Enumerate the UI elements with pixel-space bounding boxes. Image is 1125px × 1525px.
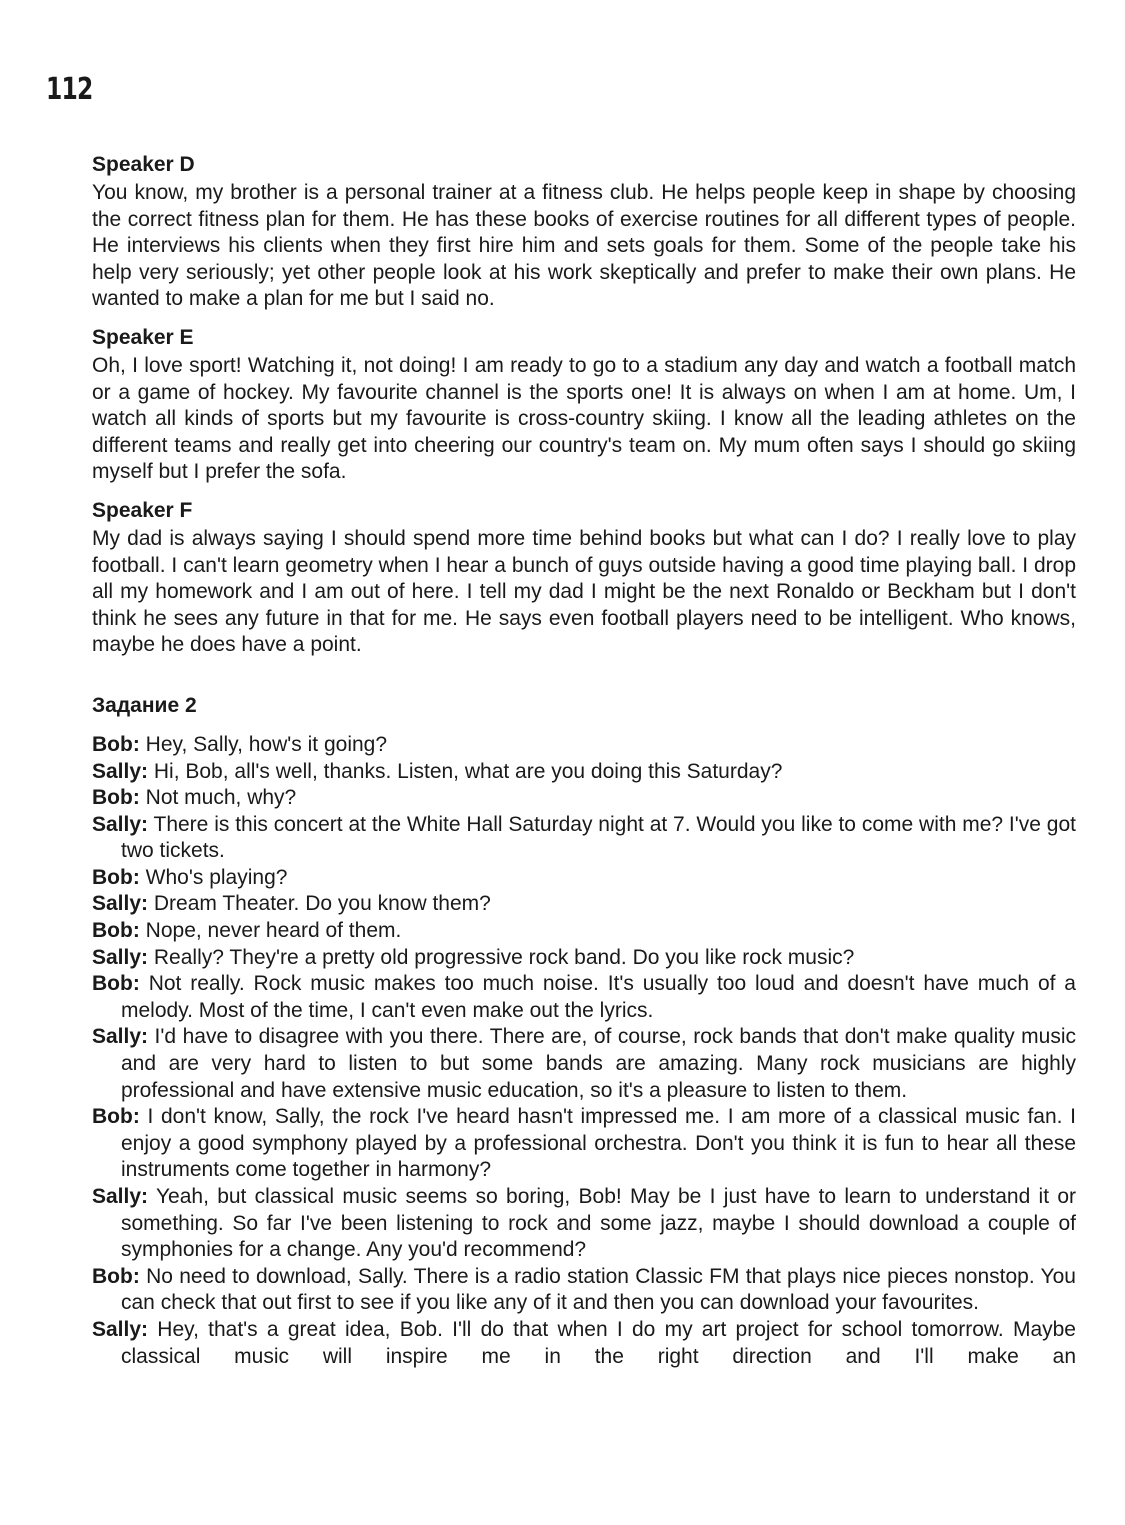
speaker-f-section <box>92 498 1076 659</box>
dialogue-line <box>92 1184 1076 1264</box>
speaker-label: Bob: <box>92 786 140 810</box>
speaker-label: Sally: <box>92 812 149 836</box>
page-number: 112 <box>46 72 93 107</box>
speaker-label: Sally: <box>92 1025 149 1049</box>
dialogue-line <box>92 785 1076 812</box>
dialogue-line <box>92 1104 1076 1184</box>
dialogue-text: Not much, why? <box>145 786 297 810</box>
speaker-label: Bob: <box>92 972 140 996</box>
dialogue-text: Hey, that's a great idea, Bob. I'll do that when I do my art project for school tomorrow. Maybe classical music will inspire me in the right direction and I'll make an <box>121 1317 1076 1368</box>
dialogue-text: I'd have to disagree with you there. There are, of course, rock bands that don't make quality music and are very hard to listen to but some bands are amazing. Many rock musicians are highly professional and have extensive music education, so it's a pleasure to listen to them. <box>121 1025 1076 1102</box>
speaker-f-heading: Speaker F <box>92 498 193 522</box>
speaker-e-heading: Speaker E <box>92 325 194 349</box>
dialogue-text: Really? They're a pretty old progressive rock band. Do you like rock music? <box>153 945 855 969</box>
speaker-label: Bob: <box>92 1264 140 1288</box>
dialogue-line <box>92 865 1076 892</box>
dialogue-text: Nope, never heard of them. <box>145 919 402 943</box>
dialogue-line <box>92 1024 1076 1104</box>
speaker-f-text: My dad is always saying I should spend more time behind books but what can I do? I really love to play football. I can't learn geometry when I hear a bunch of guys outside having a good time playing ball. I drop all my homework and I am out of here. I tell my dad I might be the next Ronaldo or Beckham but I don't think he sees any future in that for me. He says even football players need to be intelligent. Who knows, maybe he does have a point. <box>92 526 1076 657</box>
speaker-label: Bob: <box>92 1105 140 1129</box>
dialogue-line <box>92 759 1076 786</box>
speaker-label: Sally: <box>92 945 149 969</box>
dialogue-text: Hi, Bob, all's well, thanks. Listen, what are you doing this Saturday? <box>153 759 783 783</box>
speaker-label: Sally: <box>92 1185 149 1208</box>
dialogue-line <box>92 812 1076 865</box>
dialogue-text: There is this concert at the White Hall Saturday night at 7. Would you like to come with me? I've got two tickets. <box>121 812 1076 863</box>
dialogue <box>92 732 1076 1370</box>
page-content <box>92 152 1076 1370</box>
dialogue-line <box>92 918 1076 945</box>
dialogue-line <box>92 1264 1076 1317</box>
speaker-e-section <box>92 325 1076 486</box>
speaker-label: Sally: <box>92 1317 149 1341</box>
dialogue-line <box>92 971 1076 1024</box>
dialogue-text: Dream Theater. Do you know them? <box>153 892 491 916</box>
speaker-d-heading: Speaker D <box>92 153 195 176</box>
speaker-e-text: Oh, I love sport! Watching it, not doing! I am ready to go to a stadium any day and watch a football match or a game of hockey. My favourite channel is the sports one! It is always on when I am at home. Um, I watch all kinds of sports but my favourite is cross-country skiing. I know all the leading athletes on the different teams and really get into cheering our country's team on. My mum often says I should go skiing myself but I prefer the sofa. <box>92 353 1076 484</box>
dialogue-line <box>92 891 1076 918</box>
dialogue-text: I don't know, Sally, the rock I've heard hasn't impressed me. I am more of a classical music fan. I enjoy a good symphony played by a professional orchestra. Don't you think it is fun to hear all these instruments come together in harmony? <box>121 1105 1076 1182</box>
speaker-label: Bob: <box>92 919 140 943</box>
speaker-label: Sally: <box>92 759 149 783</box>
dialogue-line <box>92 732 1076 759</box>
speaker-d-text: You know, my brother is a personal trainer at a fitness club. He helps people keep in shape by choosing the correct fitness plan for them. He has these books of exercise routines for all different types of people. He interviews his clients when they first hire him and sets goals for them. Some of the people take his help very seriously; yet other people look at his work skeptically and prefer to make their own plans. He wanted to make a plan for me but I said no. <box>92 181 1076 311</box>
dialogue-text: Hey, Sally, how's it going? <box>145 732 388 756</box>
speaker-label: Bob: <box>92 732 140 756</box>
dialogue-text: Not really. Rock music makes too much noise. It's usually too loud and doesn't have much of a melody. Most of the time, I can't even make out the lyrics. <box>121 972 1076 1022</box>
task-heading: Задание 2 <box>92 693 197 717</box>
speaker-label: Sally: <box>92 892 149 916</box>
speaker-label: Bob: <box>92 865 140 889</box>
dialogue-text: Who's playing? <box>145 865 288 889</box>
dialogue-text: Yeah, but classical music seems so boring, Bob! May be I just have to learn to understand it or something. So far I've been listening to rock and some jazz, maybe I should download a couple of symphonies for a change. Any you'd recommend? <box>121 1185 1076 1262</box>
dialogue-text: No need to download, Sally. There is a radio station Classic FM that plays nice pieces nonstop. You can check that out first to see if you like any of it and then you can download your favourites. <box>121 1264 1076 1315</box>
dialogue-line <box>92 945 1076 972</box>
dialogue-line <box>92 1317 1076 1370</box>
speaker-d-section <box>92 152 1076 313</box>
